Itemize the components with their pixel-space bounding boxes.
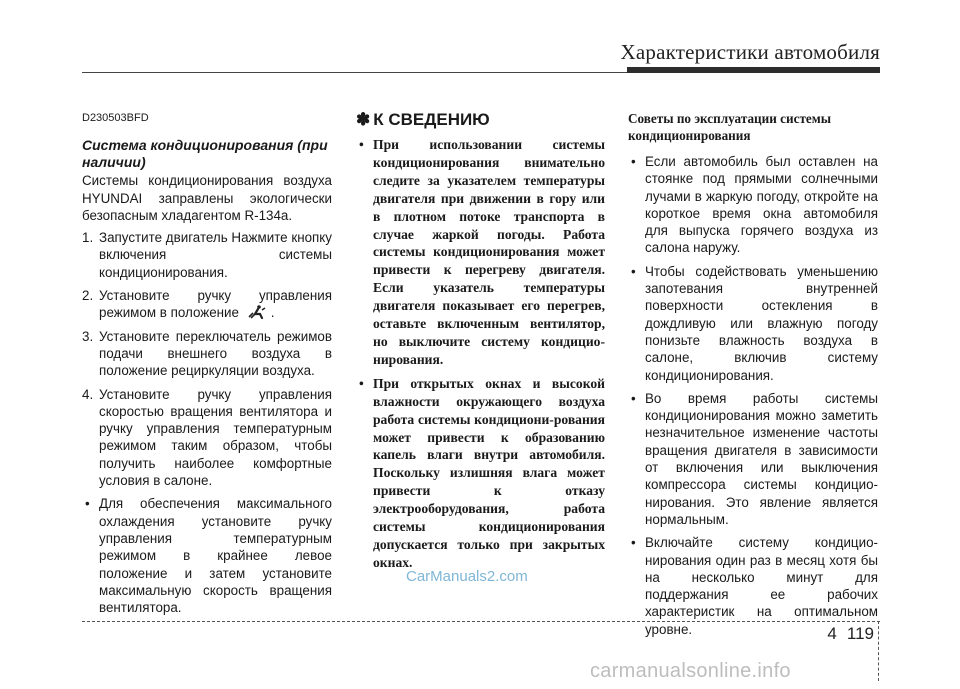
list-item [356,375,605,572]
step-number: 2. [82,288,94,304]
bullet-text: Если автомобиль был оставлен на стоянке под прямыми солнечными лучами в жаркую погоду, откройте на короткое время окна автомобиля для выпуска горячего воздуха из салона наружу. [645,154,878,256]
step-number: 3. [82,328,94,344]
bullet-text: Для обеспечения максимального охлаждения установите ручку управления температурным режимом в крайнее левое положение и затем установите максимальную скорость вращения вентилятора. [99,496,332,616]
section-code: D230503BFD [82,112,149,124]
bullet-text: При открытых окнах и высокой влажности окружающего воздуха работа системы кондициони-рования может привести к образованию капель влаги внутри автомобиля. Поскольку излишняя влага может привести к отказу электрооборудования, работа системы кондиционирования допускается только при закрытых окнах. [373,375,605,570]
column-middle [356,110,605,578]
bullet-mark: • [631,390,636,406]
bullet-text: Включайте систему кондицио-нирования один раз в месяц хотя бы на несколько минут для поддержания ее рабочих характеристик на оптимальном уровне. [645,535,878,637]
step-number: 4. [82,386,94,402]
section-subtitle: Система кондиционирования (при наличии) [82,137,328,171]
bullet-text: Во время работы системы кондиционирования можно заметить незначительное изменение частоты вращения двигателя в зависимости от включения или выключения компрессора системы кондицио-нирования. Это явление является нормальным. [645,390,878,527]
notice-heading-text: К СВЕДЕНИЮ [373,110,490,129]
bullet-text: Чтобы содействовать уменьшению запотевания внутренней поверхности остекления в дождливую или влажную погоду понизьте влажность воздуха в салоне, включив систему кондиционирования. [645,263,878,383]
list-item [628,390,878,528]
list-item [82,328,332,380]
step-text: Установите ручку управления скоростью вращения вентилятора и ручку управления температурным режимом таким образом, чтобы получить наиболее комфортные условия в салоне. [99,386,332,489]
bullet-mark: • [85,496,90,512]
step-number: 1. [82,230,94,246]
list-item [82,386,332,490]
bullet-mark: • [631,263,636,279]
bullet-mark: • [359,137,364,152]
list-item [82,287,332,322]
column-left [82,110,332,622]
footer-site-watermark[interactable]: carmanualsonline.info [590,660,791,682]
step-text: Установите ручку управления режимом в положение [99,288,332,321]
bullet-text: При использовании системы кондиционирования внимательно следите за указателем температуры двигателя при движении в гору или в плотном потоке транспорта в случае жаркой погоды. Работа системы кондиционирования может привести к перегреву двигателя. Если указатель температуры двигателя показывает его перегрев, оставьте включенным вентилятор, но выключите систему кондицио-нирования. [373,137,605,367]
notice-heading [356,110,605,130]
column-right [628,110,878,644]
step-text-wrap [99,287,332,322]
step-suffix: . [270,305,275,321]
steps-list [82,229,332,489]
page-number [827,624,874,644]
intro-paragraph: Системы кондиционирования воздуха HYUNDAI заправлены экологически безопасным хладагентом R-134a. [82,173,332,223]
watermark-link[interactable]: CarManuals2.com [406,568,528,585]
list-item [82,229,332,281]
list-item [628,153,878,257]
footer-vertical-dash [878,621,879,681]
page-header-title: Характеристики автомобиля [620,40,880,64]
list-item [628,263,878,384]
step-text: Установите переключатель режимов подачи внешнего воздуха в положение рециркуляции воздуха. [99,328,332,379]
header-rule-thin [82,72,627,73]
bullet-mark: • [631,535,636,551]
step-text: Запустите двигатель Нажмите кнопку включения системы кондиционирования. [99,230,333,280]
chapter-number: 4 [827,624,837,643]
list-item [628,534,878,638]
notice-star-icon: ✽ [356,110,371,129]
list-item [356,136,605,369]
bullet-mark: • [631,154,636,169]
page-number-value: 119 [846,624,874,643]
footer-dashed-rule [82,621,880,622]
floor-mode-person-icon [247,305,267,319]
tips-title: Советы по эксплуатации системы кондиционирования [628,111,832,143]
bullet-mark: • [359,375,364,391]
list-item [82,495,332,616]
header-rule-thick [627,67,880,73]
